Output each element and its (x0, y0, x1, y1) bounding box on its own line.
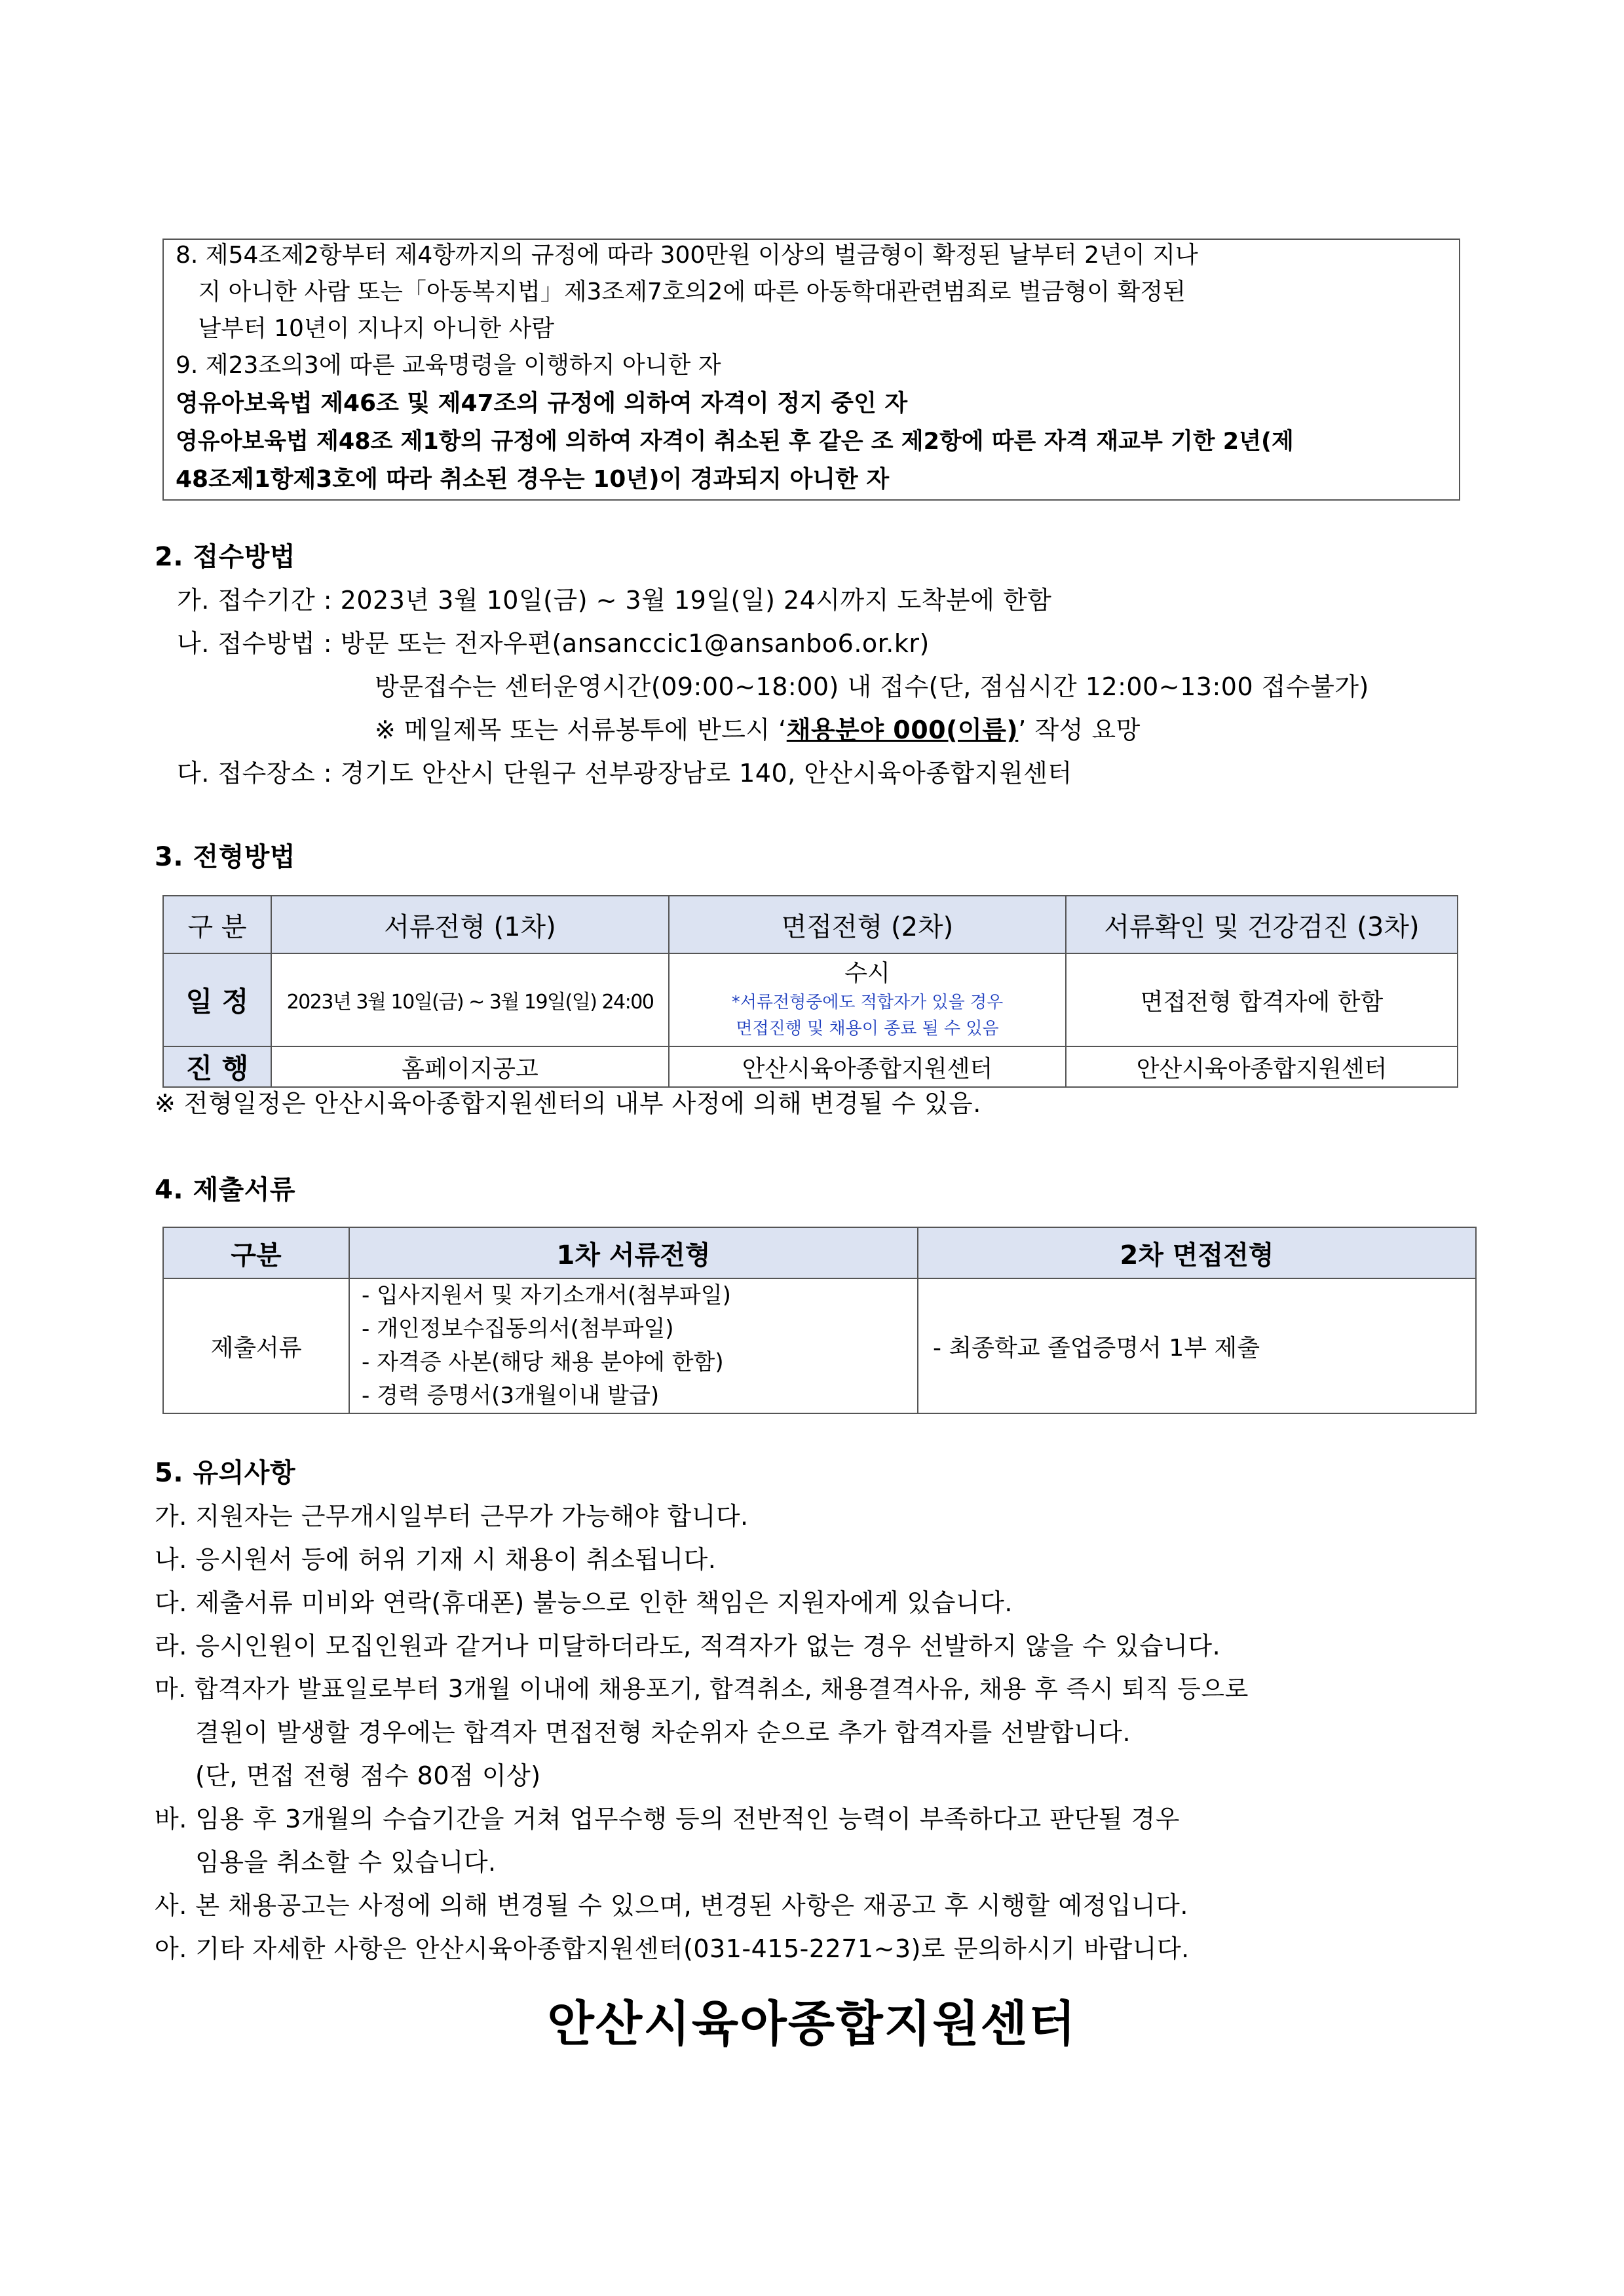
table-header: 서류확인 및 건강검진 (3차) (1066, 896, 1458, 953)
section5-heading: 5. 유의사항 (155, 1458, 296, 1488)
document-item: - 개인정보수집동의서(첨부파일) (362, 1316, 674, 1342)
application-method: 나. 접수방법 : 방문 또는 전자우편(ansanccic1@ansanbo6.or.kr) (177, 629, 930, 658)
notice-item: 가. 지원자는 근무개시일부터 근무가 가능해야 합니다. (155, 1502, 749, 1531)
table-header: 서류전형 (1차) (271, 896, 669, 953)
application-period: 가. 접수기간 : 2023년 3월 10일(금) ~ 3월 19일(일) 24시까지 도착분에 한함 (177, 586, 1052, 615)
disqualify-line: 날부터 10년이 지나지 아니한 사람 (176, 315, 555, 342)
note-suffix: ’ 작성 요망 (1018, 716, 1141, 744)
table-header: 1차 서류전형 (349, 1227, 918, 1278)
disqualify-line: 지 아니한 사람 또는「아동복지법」제3조제7호의2에 따른 아동학대관련범죄로 벌금형이 확정된 (176, 278, 1186, 305)
application-place: 다. 접수장소 : 경기도 안산시 단원구 선부광장남로 140, 안산시육아종합지원센터 (177, 759, 1072, 788)
document-item: - 자격증 사본(해당 채용 분야에 한함) (362, 1349, 724, 1375)
notice-item: 라. 응시인원이 모집인원과 같거나 미달하더라도, 적격자가 없는 경우 선발하지 않을 수 있습니다. (155, 1632, 1221, 1660)
section4-heading: 4. 제출서류 (155, 1175, 296, 1205)
schedule-final: 면접전형 합격자에 한함 (1066, 953, 1458, 1046)
disqualify-bold-line: 영유아보육법 제48조 제1항의 규정에 의하여 자격이 취소된 후 같은 조 제2항에 따른 자격 재교부 기한 2년(제 (176, 429, 1294, 455)
schedule-doc: 2023년 3월 10일(금) ~ 3월 19일(일) 24:00 (271, 953, 669, 1046)
row-label-progress: 진 행 (163, 1046, 271, 1087)
disqualify-line: 8. 제54조제2항부터 제4항까지의 규정에 따라 300만원 이상의 벌금형이 확정된 날부터 2년이 지나 (176, 242, 1198, 269)
note-emphasis: 채용분야 000(이름) (786, 716, 1019, 744)
progress-final: 안산시육아종합지원센터 (1066, 1046, 1458, 1087)
section3-heading: 3. 전형방법 (155, 842, 296, 872)
progress-interview: 안산시육아종합지원센터 (669, 1046, 1066, 1087)
note-prefix: ※ 메일제목 또는 서류봉투에 반드시 ‘ (375, 716, 787, 744)
disqualify-bold-line: 48조제1항제3호에 따라 취소된 경우는 10년)이 경과되지 아니한 자 (176, 466, 890, 493)
progress-doc: 홈페이지공고 (271, 1046, 669, 1087)
documents-label: 제출서류 (163, 1278, 349, 1413)
notice-item: 다. 제출서류 미비와 연락(휴대폰) 불능으로 인한 책임은 지원자에게 있습니다. (155, 1588, 1013, 1617)
first-round-documents (349, 1278, 918, 1413)
document-item: - 경력 증명서(3개월이내 발급) (362, 1383, 660, 1409)
documents-table (162, 1227, 1477, 1414)
second-round-documents: - 최종학교 졸업증명서 1부 제출 (918, 1278, 1476, 1413)
table-header: 구 분 (163, 896, 271, 953)
schedule-change-note: ※ 전형일정은 안산시육아종합지원센터의 내부 사정에 의해 변경될 수 있음. (155, 1089, 981, 1118)
interview-note: 면접진행 및 채용이 종료 될 수 있음 (736, 1019, 999, 1039)
application-method-visit: 방문접수는 센터운영시간(09:00~18:00) 내 접수(단, 점심시간 12:00~13:00 접수불가) (375, 672, 1369, 701)
table-header: 구분 (163, 1227, 349, 1278)
selection-process-table (162, 895, 1458, 1088)
row-label-schedule: 일 정 (163, 953, 271, 1046)
section2-heading: 2. 접수방법 (155, 542, 296, 572)
notice-item: 나. 응시원서 등에 허위 기재 시 채용이 취소됩니다. (155, 1545, 717, 1574)
notice-item-continued: (단, 면접 전형 점수 80점 이상) (195, 1761, 541, 1790)
table-header: 2차 면접전형 (918, 1227, 1476, 1278)
notice-item: 아. 기타 자세한 사항은 안산시육아종합지원센터(031-415-2271~3)로 문의하시기 바랍니다. (155, 1934, 1190, 1963)
notice-item: 바. 임용 후 3개월의 수습기간을 거쳐 업무수행 등의 전반적인 능력이 부족하다고 판단될 경우 (155, 1805, 1180, 1833)
disqualify-line: 9. 제23조의3에 따른 교육명령을 이행하지 아니한 자 (176, 352, 721, 379)
notice-item-continued: 결원이 발생할 경우에는 합격자 면접전형 차순위자 순으로 추가 합격자를 선발합니다. (195, 1718, 1131, 1747)
notice-item: 마. 합격자가 발표일로부터 3개월 이내에 채용포기, 합격취소, 채용결격사유, 채용 후 즉시 퇴직 등으로 (155, 1675, 1249, 1703)
notice-item: 사. 본 채용공고는 사정에 의해 변경될 수 있으며, 변경된 사항은 재공고 후 시행할 예정입니다. (155, 1891, 1188, 1920)
application-note (375, 714, 1141, 746)
notice-item-continued: 임용을 취소할 수 있습니다. (195, 1848, 497, 1877)
organization-name: 안산시육아종합지원센터 (547, 1996, 1077, 2052)
document-item: - 입사지원서 및 자기소개서(첨부파일) (362, 1282, 731, 1309)
disqualify-bold-line: 영유아보육법 제46조 및 제47조의 규정에 의하여 자격이 정지 중인 자 (176, 390, 908, 417)
interview-note: *서류전형중에도 적합자가 있을 경우 (731, 993, 1004, 1012)
schedule-interview (669, 953, 1066, 1046)
table-header: 면접전형 (2차) (669, 896, 1066, 953)
interview-timing: 수시 (844, 960, 890, 987)
